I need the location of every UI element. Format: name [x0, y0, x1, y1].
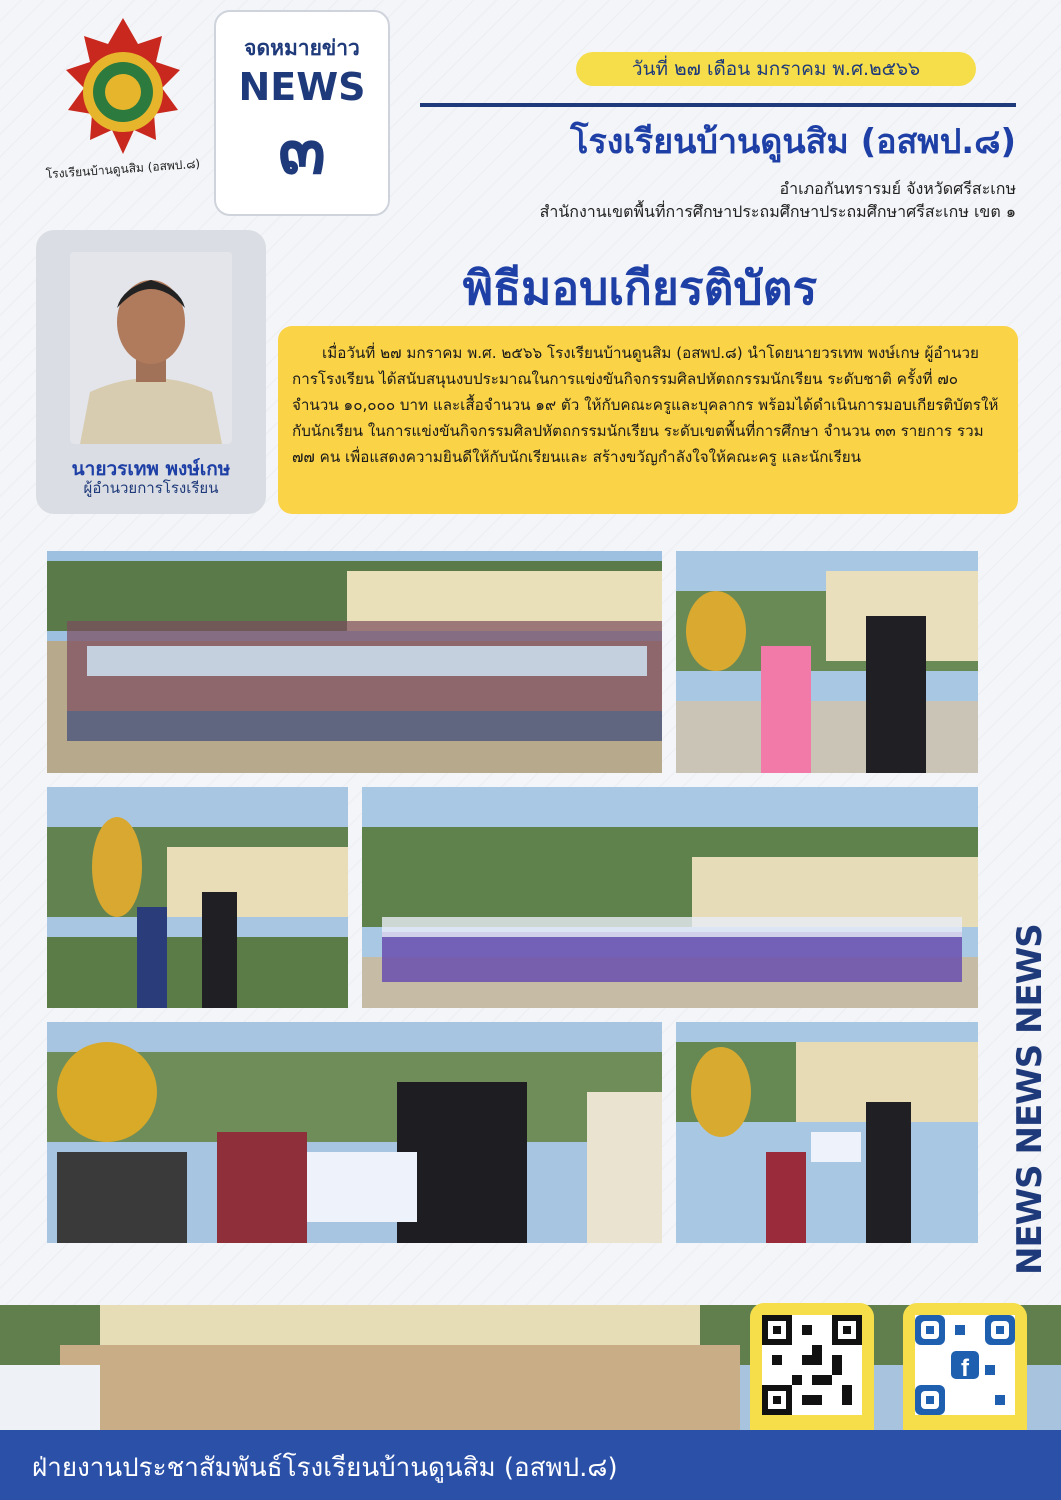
issue-number: ๓	[278, 108, 326, 190]
header-divider	[420, 103, 1016, 107]
facebook-qr-icon	[915, 1315, 1015, 1415]
footer-text: ฝ่ายงานประชาสัมพันธ์โรงเรียนบ้านดูนสิม (อสพป.๘)	[32, 1453, 618, 1483]
newsletter-label: จดหมายข่าว	[244, 36, 360, 60]
article-heading: พิธีมอบเกียรติบัตร	[462, 261, 818, 315]
photo-certificate-girl	[47, 1022, 662, 1243]
school-name: โรงเรียนบ้านดูนสิม (อสพป.๘)	[570, 122, 1016, 162]
school-logo	[58, 14, 188, 164]
photo-certificate-student	[676, 1022, 978, 1243]
issue-date: วันที่ ๒๗ เดือน มกราคม พ.ศ.๒๕๖๖	[576, 52, 976, 86]
education-office: สำนักงานเขตพื้นที่การศึกษาประถมศึกษาประถมศึกษาศรีสะเกษ เขต ๑	[539, 202, 1016, 221]
article-box	[278, 326, 1018, 514]
side-news-label: NEWS NEWS NEWS	[1010, 924, 1050, 1275]
website-qr-icon	[762, 1315, 862, 1415]
side-news-text	[1000, 924, 1056, 1280]
director-name: นายวรเทพ พงษ์เกษ	[71, 458, 231, 480]
school-district: อำเภอกันทรารมย์ จังหวัดศรีสะเกษ	[779, 179, 1016, 198]
director-role: ผู้อำนวยการโรงเรียน	[83, 479, 219, 497]
newsletter-word: NEWS	[238, 65, 366, 109]
photo-envelope-handover	[676, 551, 978, 773]
photo-shirt-handover	[47, 787, 348, 1008]
article-body: เมื่อวันที่ ๒๗ มกราคม พ.ศ. ๒๕๖๖ โรงเรียนบ้านดูนสิม (อสพป.๘) นำโดยนายวรเทพ พงษ์เกษ ผู้อำนวยการโรงเรียน ได้สนับสนุนงบประมาณในการแข่งขันกิจกรรมศิลปหัตถกรรมนักเรียน ระดับชาติ ครั้งที่ ๗๐ จำนวน ๑๐,๐๐๐ บาท และเสื้อจำนวน ๑๙ ตัว ให้กับคณะครูและบุคลากร พร้อมได้ดำเนินการมอบเกียรติบัตรให้กับนักเรียน ในการแข่งขันกิจกรรมศิลปหัตถกรรมนักเรียน ระดับเขตพื้นที่การศึกษา จำนวน ๓๓ รายการ รวม ๗๗ คน เพื่อแสดงความยินดีให้กับนักเรียนและ สร้างขวัญกำลังใจให้คณะครู และนักเรียน	[292, 344, 999, 466]
photo-group-students	[47, 551, 662, 773]
photo-group-staff	[0, 1305, 1061, 1433]
photo-teachers-shirts	[362, 787, 978, 1008]
director-photo	[70, 252, 232, 444]
logo-caption: โรงเรียนบ้านดูนสิม (อสพป.๘)	[45, 156, 201, 182]
svg-text:f: f	[961, 1355, 969, 1382]
